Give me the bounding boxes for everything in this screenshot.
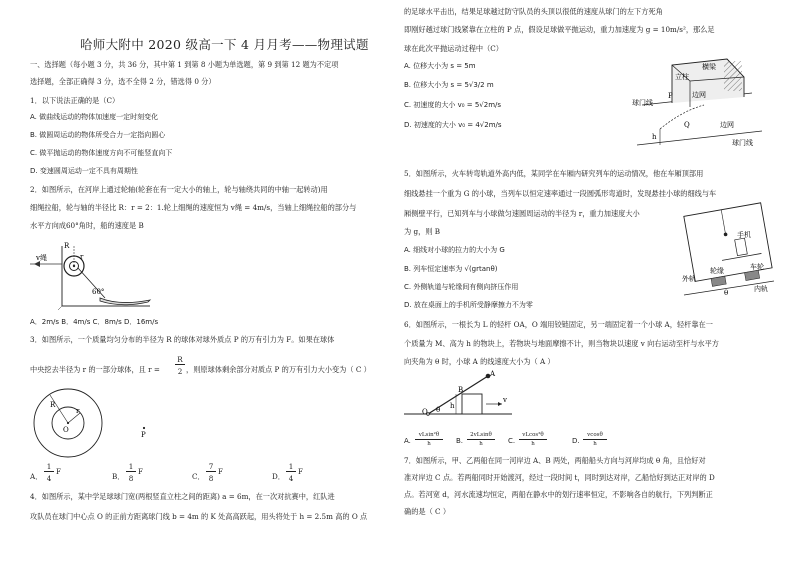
q3-label-R: R — [50, 401, 56, 409]
q4-line-2: 攻队员在球门中心点 O 的正前方距离球门线 b = 4m 的 K 处高高跃起，用头将处于 h = 2.5m 高的 O 点 — [30, 512, 368, 521]
q3-label-P: P — [141, 431, 146, 439]
q4-right-line-1: 的足球水平击出，结果足球越过防守队员的头顶以很低的速度从球门的左下方死角 — [404, 7, 663, 16]
q6-option-b-letter: B. — [456, 437, 464, 445]
q3-option-b-bar — [126, 471, 136, 472]
q4-option-b: B. 位移大小为 s = 5√3/2 m — [404, 81, 494, 89]
q6-rod-figure — [404, 368, 514, 420]
q4-label-crossbar: 横梁 — [702, 63, 716, 71]
q5-label-wheel: 车轮 — [750, 263, 764, 271]
q6-label-o: O — [422, 408, 428, 416]
q4-goal-figure — [632, 45, 774, 155]
q3-option-b-num: 1 — [128, 462, 134, 471]
q6-label-theta: θ — [436, 406, 441, 414]
q4-option-d: D. 初速度的大小 v₀ = 4√2m/s — [404, 121, 502, 129]
intro-line-1: 一、选择题（每小题 3 分，共 36 分，其中第 1 到第 8 小题为单选题，第 9 到第 12 题为不定项 — [30, 60, 339, 69]
q6-option-a-num: vLsin²θ — [418, 432, 440, 438]
q3-option-b-unit: F — [138, 467, 143, 476]
q4-option-a: A. 位移大小为 s = 5m — [404, 62, 476, 70]
q6-option-c-den: h — [531, 441, 535, 447]
q3-label-r: r — [76, 407, 80, 415]
q2-line-1: 2．如图所示，在河岸上通过轮轴(轮套在有一定大小的轴上，轮与轴绕共同的中轴一起转动)用 — [30, 185, 328, 194]
q3-sphere-figure — [30, 385, 190, 459]
q5-option-b: B. 列车恒定速率为 √(grtanθ) — [404, 265, 498, 273]
q6-label-a: A — [490, 370, 496, 378]
q3-option-a-unit: F — [56, 467, 61, 476]
q7-line-3: 点。若河宽 d，河水流速均恒定，两船在静水中的划行速率恒定，不影响各自的航行，下列判断正 — [404, 490, 713, 499]
q2-label-R: R — [64, 242, 70, 250]
q6-option-a-den: h — [427, 441, 431, 447]
q4-option-c: C. 初速度的大小 v₀ = 5√2m/s — [404, 101, 502, 109]
q6-label-b: B — [458, 386, 464, 394]
q2-answers: A．2m/s B．4m/s C．8m/s D．16m/s — [30, 318, 159, 326]
q7-line-1: 7．如图所示，甲、乙两船在同一河岸边 A、B 两处，两船船头方向与河岸均成 θ 角，且恰好对 — [404, 456, 706, 465]
q1-option-a: A. 做曲线运动的物体加速度一定时刻变化 — [30, 113, 159, 121]
q3-option-b-letter: B． — [112, 472, 125, 481]
q4-label-p: P — [668, 92, 673, 100]
q2-line-3: 水平方向成60°角时，船的速度是 B — [30, 221, 144, 230]
q4-right-line-3: 球在此次平抛运动过程中（C） — [404, 44, 503, 53]
intro-line-2: 选择题，全部正确得 3 分，选不全得 2 分，错选得 0 分） — [30, 77, 216, 86]
q2-label-v: v绳 — [36, 254, 47, 262]
q6-label-h: h — [450, 402, 455, 410]
q2-label-angle: 60° — [92, 288, 105, 296]
q5-label-inner-rail: 内轨 — [754, 285, 768, 293]
q3-option-d-letter: D． — [272, 472, 285, 481]
q4-label-side-net-2: 边网 — [720, 121, 734, 129]
q6-option-b-num: 2vLsinθ — [470, 432, 492, 438]
q3-option-a-bar — [44, 471, 54, 472]
q3-option-c-letter: C． — [192, 472, 205, 481]
q5-line-2: 细线悬挂一个重为 G 的小球，当列车以恒定速率通过一段圆弧形弯道时，发现悬挂小球的细线与车 — [404, 189, 717, 198]
q3-option-c-num: 7 — [208, 462, 214, 471]
q5-option-a: A. 细线对小球的拉力的大小为 G — [404, 246, 505, 254]
q5-label-flange: 轮缘 — [710, 267, 724, 275]
q6-option-c-num: vLcos²θ — [522, 432, 544, 438]
q5-label-phone: 手机 — [737, 231, 751, 239]
q6-option-c-letter: C. — [508, 437, 516, 445]
q3-option-a-num: 1 — [46, 462, 52, 471]
q1-stem: 1．以下说法正确的是（C） — [30, 96, 120, 105]
q3-frac-bar — [175, 364, 185, 365]
q2-label-r: r — [80, 253, 84, 261]
q2-pulley-figure — [30, 236, 160, 312]
q3-option-a-letter: A． — [30, 472, 43, 481]
q3-option-b-den: 8 — [128, 474, 134, 483]
q6-option-b-den: h — [479, 441, 483, 447]
q6-option-d-den: h — [593, 441, 597, 447]
q6-line-1: 6．如图所示，一根长为 L 的轻杆 OA，O 端用铰链固定，另一端固定着一个小球 A，轻杆靠在一 — [404, 320, 713, 329]
q3-option-c-den: 8 — [208, 474, 214, 483]
q3-option-a-den: 4 — [46, 474, 52, 483]
q6-line-2: 个质量为 M、高为 h 的物块上，若物块与地面摩擦不计，则当物块以速度 v 向右运动至杆与水平方 — [404, 339, 719, 348]
q4-label-column: 立柱 — [675, 73, 689, 81]
q3-label-O: O — [63, 426, 69, 434]
q4-label-q: Q — [684, 121, 690, 129]
q3-option-d-num: 1 — [288, 462, 294, 471]
q2-line-2: 细绳拉船，轮与轴的半径比 R：r = 2：1.轮上细绳的速度恒为 v绳 = 4m/s，当轴上细绳拉船的部分与 — [30, 203, 357, 212]
q3-frac-num: R — [177, 355, 183, 364]
q3-line-2b: ，则原球体剩余部分对质点 P 的万有引力大小变为（ C ） — [186, 365, 371, 374]
q3-option-d-bar — [286, 471, 296, 472]
q6-label-v: v — [503, 396, 507, 404]
q1-option-d: D. 变速圆周运动一定不具有周期性 — [30, 167, 138, 175]
q4-label-goal-line-2: 球门线 — [732, 139, 753, 147]
q7-line-4: 确的是（ C ） — [404, 507, 451, 516]
q6-option-a-letter: A. — [404, 437, 411, 445]
q5-option-c: C. 外侧轨道与轮缘间有侧向挤压作用 — [404, 283, 519, 291]
q5-label-theta: θ — [724, 289, 729, 297]
q5-line-3: 厢侧壁平行，已知列车与小球做匀速圆周运动的半径为 r，重力加速度大小 — [404, 209, 640, 218]
page-title: 哈师大附中 2020 级高一下 4 月月考——物理试题 — [80, 37, 369, 52]
q1-option-b: B. 做圆周运动的物体所受合力一定指向圆心 — [30, 131, 166, 139]
q3-option-c-unit: F — [218, 467, 223, 476]
q4-line-1: 4．如图所示，某中学足球球门宽(两根竖直立柱之间的距离) a = 6m，在一次对抗赛中，红队进 — [30, 492, 335, 501]
q3-option-d-unit: F — [298, 467, 303, 476]
q7-line-2: 准对岸边 C 点。若两船同时开始渡河，经过一段时间 t，同时到达对岸，乙船恰好到达正对岸的 D — [404, 473, 715, 482]
q4-label-goal-line: 球门线 — [632, 99, 653, 107]
q3-line-1: 3．如图所示，一个质量均匀分布的半径为 R 的球体对球外质点 P 的万有引力为 F。如果在球体 — [30, 335, 335, 344]
q3-line-2a: 中央挖去半径为 r 的一部分球体，且 r = — [30, 365, 160, 374]
q6-line-3: 向夹角为 θ 时，小球 A 的线速度大小为（ A ） — [404, 357, 555, 366]
q4-label-h: h — [652, 133, 657, 141]
q1-option-c: C. 做平抛运动的物体速度方向不可能竖直向下 — [30, 149, 173, 157]
q5-train-figure — [684, 203, 774, 299]
q3-frac-den: 2 — [177, 367, 183, 376]
q3-option-d-den: 4 — [288, 474, 294, 483]
q6-option-d-num: vcosθ — [587, 432, 603, 438]
q5-line-4: 为 g，则 B — [404, 227, 441, 236]
q3-option-c-bar — [206, 471, 216, 472]
q4-right-line-2: 即刚好越过球门线紧靠在立柱的 P 点，假设足球做平抛运动，重力加速度为 g = 10m/s²，那么足 — [404, 25, 715, 34]
q6-option-d-letter: D. — [572, 437, 580, 445]
q5-line-1: 5．如图所示，火车转弯轨道外高内低，某同学在车厢内研究列车的运动情况，他在车厢顶部用 — [404, 169, 704, 178]
q5-label-outer-rail: 外轨 — [682, 275, 696, 283]
q4-label-side-net: 边网 — [692, 91, 706, 99]
q5-option-d: D. 放在桌面上的手机所受静摩擦力不为零 — [404, 301, 533, 309]
